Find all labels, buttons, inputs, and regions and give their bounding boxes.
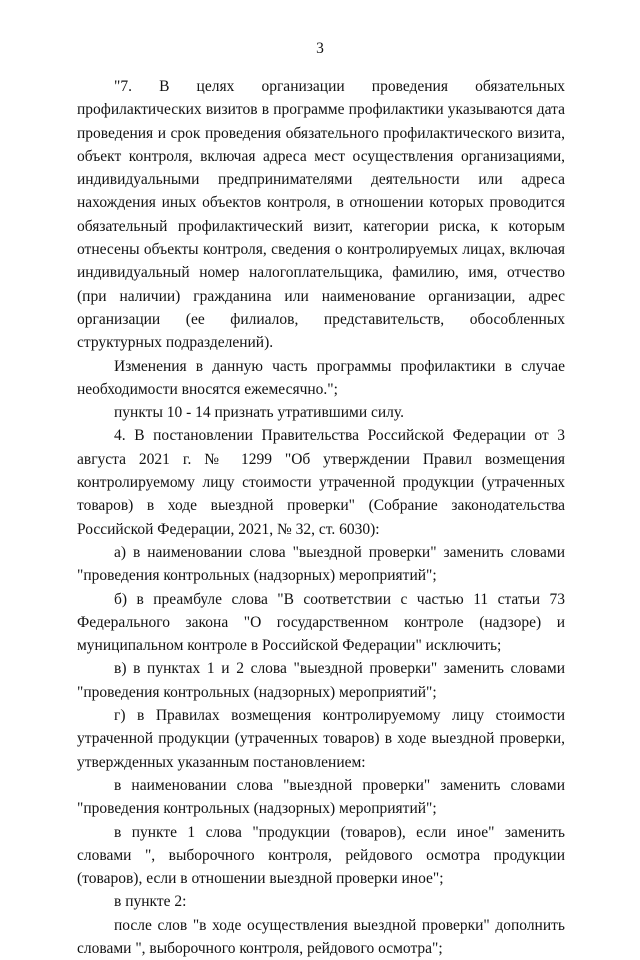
paragraph-point-2: в пункте 2:: [114, 893, 187, 911]
paragraph-subitem-v: в) в пунктах 1 и 2 слова "выездной проверки" заменить словами "проведения контрольных (надзорных) мероприятий";: [77, 660, 565, 701]
paragraph-title-change: в наименовании слова "выездной проверки" заменить словами "проведения контрольных (надзорных) мероприятий";: [77, 776, 565, 818]
page-number: 3: [316, 40, 324, 57]
paragraph-point-2-addition: после слов "в ходе осуществления выездной проверки" дополнить словами ", выборочного контроля, рейдового осмотра";: [77, 916, 565, 957]
paragraph-item-7: "7. В целях организации проведения обязательных профилактических визитов в программе профилактики указываются дата проведения и срок проведения обязательного профилактического визита, объект контроля, включая адреса мест осуществления организациями, индивидуальными предпринимателями деятельности или адреса нахождения иных объектов контроля, в отношении которых проводится обязательный профилактический визит, категории риска, к которым отнесены объекты контроля, сведения о контролируемых лицах, включая индивидуальный номер налогоплательщика, фамилию, имя, отчество (при наличии) гражданина или наименование организации, адрес организации (ее филиалов, представительств, обособленных структурных подразделений).: [77, 78, 565, 352]
paragraph-subitem-a: а) в наименовании слова "выездной проверки" заменить словами "проведения контрольных (надзорных) мероприятий";: [77, 543, 565, 585]
paragraph-point-1: в пункте 1 слова "продукции (товаров), если иное" заменить словами ", выборочного контроля, рейдового осмотра продукции (товаров), если в отношении выездной проверки иное";: [77, 823, 565, 888]
paragraph-subitem-g: г) в Правилах возмещения контролируемому лицу стоимости утраченной продукции (утраченных товаров) в ходе выездной проверки, утвержденных указанным постановлением:: [77, 707, 565, 771]
document-body: [77, 75, 565, 960]
paragraph-subitem-b: б) в преамбуле слова "В соответствии с частью 11 статьи 73 Федерального закона "О государственном контроле (надзоре) и муниципальном контроле в Российской Федерации" исключить;: [77, 590, 565, 655]
paragraph-program-changes: Изменения в данную часть программы профилактики в случае необходимости вносятся ежемесячно.";: [77, 357, 565, 398]
paragraph-item-4: 4. В постановлении Правительства Российской Федерации от 3 августа 2021 г. № 1299 "Об утверждении Правил возмещения контролируемому лицу стоимости утраченной продукции (утраченных товаров) в ходе выездной проверки" (Собрание законодательства Российской Федерации, 2021, № 32, ст. 6030):: [77, 427, 565, 538]
paragraph-repeal-clauses: пункты 10 - 14 признать утратившими силу.: [114, 404, 404, 422]
